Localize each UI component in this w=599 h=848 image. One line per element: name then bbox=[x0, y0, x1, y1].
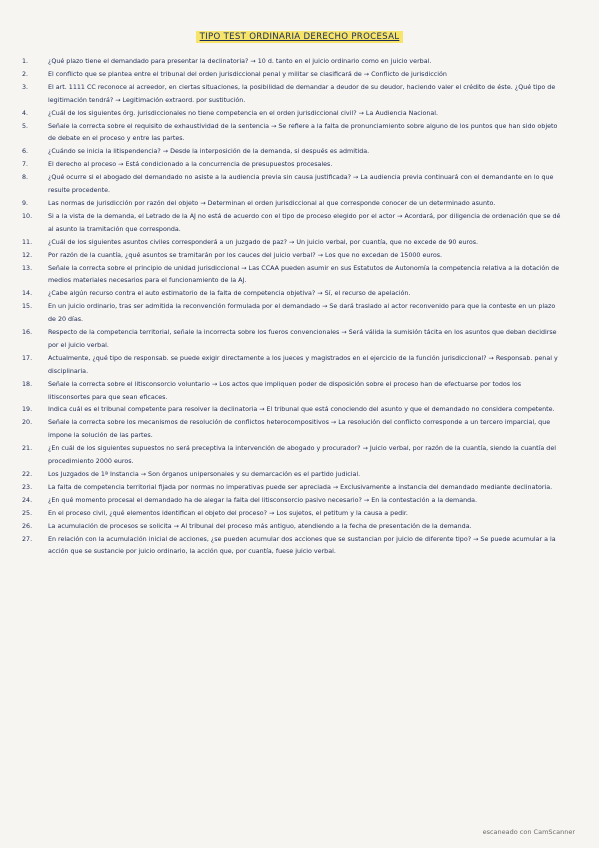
question-item bbox=[22, 146, 562, 159]
question-number: 9. bbox=[22, 199, 29, 207]
question-item bbox=[22, 353, 562, 379]
question-item bbox=[22, 82, 562, 108]
question-item bbox=[22, 198, 562, 211]
question-text: ¿Qué ocurre si el abogado del demandado no asiste a la audiencia previa sin causa justificada? → La audiencia previa continuará con el demandante en lo que resulte procedente. bbox=[48, 174, 554, 195]
question-item bbox=[22, 482, 562, 495]
question-text: Indica cuál es el tribunal competente para resolver la declinatoria → El tribunal que está conociendo del asunto y que el demandado no considera competente. bbox=[48, 406, 555, 414]
question-number: 10. bbox=[22, 212, 33, 220]
question-number: 2. bbox=[22, 70, 29, 78]
document-title: TIPO TEST ORDINARIA DERECHO PROCESAL bbox=[196, 31, 404, 43]
question-text: ¿En cuál de los siguientes supuestos no será preceptiva la intervención de abogado y procurador? → Juicio verbal, por razón de la cuantía, siendo la cuantía del procedimiento 2000 euros. bbox=[48, 445, 556, 466]
title-area bbox=[0, 24, 599, 43]
question-item bbox=[22, 443, 562, 469]
question-text: Si a la vista de la demanda, el Letrado de la AJ no está de acuerdo con el tipo de proceso elegido por el actor → Acordará, por diligencia de ordenación que se dé al asunto la tramitación que corresponda. bbox=[48, 212, 561, 233]
question-number: 7. bbox=[22, 161, 29, 169]
question-item bbox=[22, 469, 562, 482]
scanner-watermark: escaneado con CamScanner bbox=[482, 828, 575, 836]
question-item bbox=[22, 534, 562, 560]
question-text: El art. 1111 CC reconoce al acreedor, en ciertas situaciones, la posibilidad de demandar a deudor de su deudor, haciendo valer el crédito de éste. ¿Qué tipo de legitimación tendrá? → Legitimación extraord. por sustitución. bbox=[48, 83, 556, 104]
question-item bbox=[22, 495, 562, 508]
question-text: El derecho al proceso → Está condicionado a la concurrencia de presupuestos procesales. bbox=[48, 161, 333, 169]
question-text: En un juicio ordinario, tras ser admitida la reconvención formulada por el demandado → Se dará traslado al actor reconvenido para que la conteste en un plazo de 20 días. bbox=[48, 303, 556, 324]
question-number: 27. bbox=[22, 535, 33, 543]
question-item bbox=[22, 108, 562, 121]
question-number: 23. bbox=[22, 483, 33, 491]
question-number: 22. bbox=[22, 471, 33, 478]
question-text: En el proceso civil, ¿qué elementos identifican el objeto del proceso? → Los sujetos, el petitum y la causa a pedir. bbox=[48, 509, 408, 517]
question-text: Actualmente, ¿qué tipo de responsab. se puede exigir directamente a los jueces y magistrados en el ejercicio de la función jurisdiccional? → Responsab. penal y disciplinaria. bbox=[48, 354, 558, 375]
question-text: ¿Cabe algún recurso contra el auto estimatorio de la falta de competencia objetiva? → Sí, el recurso de apelación. bbox=[48, 290, 411, 298]
question-number: 11. bbox=[22, 238, 33, 246]
question-number: 21. bbox=[22, 445, 33, 453]
question-text: ¿Qué plazo tiene el demandado para presentar la declinatoria? → 10 d. tanto en el juicio ordinario como en juicio verbal. bbox=[48, 58, 432, 65]
question-text: Señale la correcta sobre los mecanismos de resolución de conflictos heterocompositivos → La resolución del conflicto corresponde a un tercero imparcial, que impone la solución de las partes. bbox=[48, 419, 551, 440]
question-text: La falta de competencia territorial fijada por normas no imperativas puede ser apreciada → Exclusivamente a instancia del demandado mediante declinatoria. bbox=[48, 483, 553, 491]
question-number: 18. bbox=[22, 380, 33, 388]
question-text: Las normas de jurisdicción por razón del objeto → Determinan el orden jurisdiccional al que corresponde conocer de un determinado asunto. bbox=[48, 199, 496, 207]
question-number: 8. bbox=[22, 174, 29, 182]
question-list bbox=[22, 56, 562, 559]
question-text: El conflicto que se plantea entre el tribunal del orden jurisdiccional penal y militar se clasificará de → Conflicto de jurisdicción bbox=[48, 70, 447, 78]
question-text: Señale la correcta sobre el principio de unidad jurisdiccional → Las CCAA pueden asumir en sus Estatutos de Autonomía la competencia relativa a la dotación de medios materiales necesarios para el funcionamiento de la AJ. bbox=[48, 264, 560, 285]
question-text: Por razón de la cuantía, ¿qué asuntos se tramitarán por los cauces del juicio verbal? → Los que no excedan de 15000 euros. bbox=[48, 251, 443, 259]
question-text: La acumulación de procesos se solicita → Al tribunal del proceso más antiguo, atendiendo a la fecha de presentación de la demanda. bbox=[48, 522, 472, 530]
question-text: Los Juzgados de 1ª Instancia → Son órganos unipersonales y su demarcación es el partido judicial. bbox=[48, 471, 361, 478]
question-text: ¿Cuál de los siguientes órg. jurisdiccionales no tiene competencia en el orden jurisdiccional civil? → La Audiencia Nacional. bbox=[48, 109, 439, 117]
question-item bbox=[22, 69, 562, 82]
question-item bbox=[22, 379, 562, 405]
question-text: Respecto de la competencia territorial, señale la incorrecta sobre los fueros convencionales → Será válida la sumisión tácita en los asuntos que deban decidirse por el juicio verbal. bbox=[48, 329, 557, 349]
question-number: 19. bbox=[22, 406, 33, 414]
question-number: 15. bbox=[22, 303, 33, 311]
question-number: 1. bbox=[22, 58, 29, 65]
question-text: ¿En qué momento procesal el demandado ha de alegar la falta del litisconsorcio pasivo necesario? → En la contestación a la demanda. bbox=[48, 496, 478, 504]
question-item bbox=[22, 404, 562, 417]
question-item bbox=[22, 211, 562, 237]
question-item bbox=[22, 237, 562, 250]
question-item bbox=[22, 301, 562, 327]
question-item bbox=[22, 56, 562, 69]
question-number: 3. bbox=[22, 83, 29, 91]
question-number: 25. bbox=[22, 509, 33, 517]
question-number: 16. bbox=[22, 329, 33, 337]
question-item bbox=[22, 172, 562, 198]
question-number: 26. bbox=[22, 522, 33, 530]
question-item bbox=[22, 327, 562, 353]
question-item bbox=[22, 521, 562, 534]
question-number: 14. bbox=[22, 290, 33, 298]
question-text: En relación con la acumulación inicial de acciones, ¿se pueden acumular dos acciones que se sustancian por juicio de diferente tipo? → Se puede acumular a la acción que se sustancie por juicio ordinario, la acción que, por cuantía, fuese juicio verbal. bbox=[48, 535, 556, 556]
question-number: 5. bbox=[22, 122, 29, 130]
question-item bbox=[22, 508, 562, 521]
question-number: 24. bbox=[22, 496, 33, 504]
question-number: 20. bbox=[22, 419, 33, 427]
question-number: 4. bbox=[22, 109, 29, 117]
question-item bbox=[22, 159, 562, 172]
question-item bbox=[22, 250, 562, 263]
question-number: 13. bbox=[22, 264, 33, 272]
question-item bbox=[22, 417, 562, 443]
question-item bbox=[22, 288, 562, 301]
question-number: 6. bbox=[22, 148, 29, 156]
question-text: Señale la correcta sobre el litisconsorcio voluntario → Los actos que impliquen poder de disposición sobre el proceso han de efectuarse por todos los litisconsortes para que sean eficaces. bbox=[48, 380, 522, 401]
question-item bbox=[22, 263, 562, 289]
question-number: 12. bbox=[22, 251, 33, 259]
question-text: ¿Cuál de los siguientes asuntos civiles corresponderá a un juzgado de paz? → Un juicio verbal, por cuantía, que no excede de 90 euros. bbox=[48, 238, 479, 246]
question-text: Señale la correcta sobre el requisito de exhaustividad de la sentencia → Se refiere a la falta de pronunciamiento sobre alguno de los puntos que han sido objeto de debate en el proceso y entre las partes. bbox=[48, 122, 558, 143]
question-number: 17. bbox=[22, 354, 33, 362]
question-item bbox=[22, 121, 562, 147]
question-text: ¿Cuándo se inicia la litispendencia? → Desde la interposición de la demanda, si después es admitida. bbox=[48, 148, 370, 156]
